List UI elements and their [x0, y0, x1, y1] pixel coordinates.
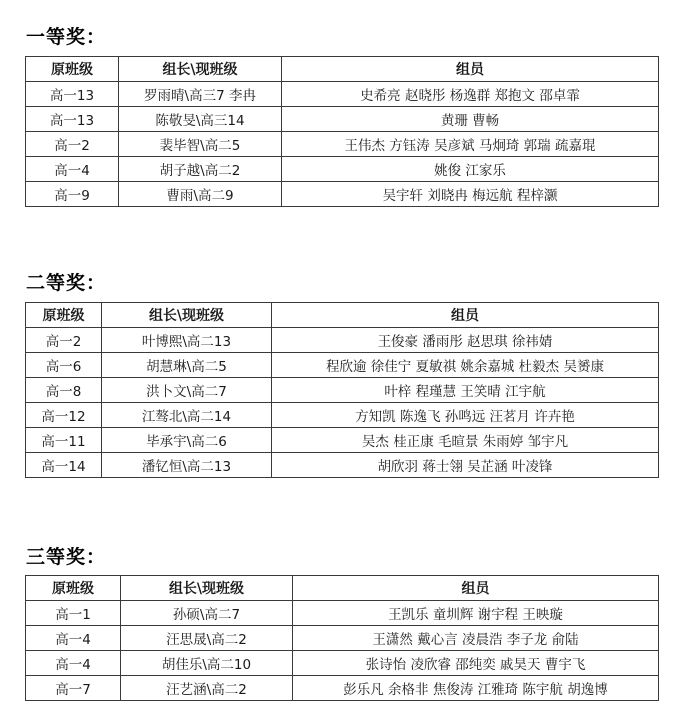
leader-cell: 洪卜文\高二7: [102, 378, 272, 403]
header-leader-current-class: 组长\现班级: [121, 576, 293, 601]
leader-cell: 汪艺涵\高二2: [121, 676, 293, 701]
table-row: [26, 328, 659, 353]
table-row: [26, 676, 659, 701]
original-class-cell: 高一14: [26, 453, 102, 478]
table-row: [26, 601, 659, 626]
original-class-cell: 高一13: [26, 82, 119, 107]
members-cell: 叶梓 程瑾慧 王笑晴 江宇航: [272, 378, 659, 403]
leader-cell: 江骜北\高二14: [102, 403, 272, 428]
original-class-cell: 高一9: [26, 182, 119, 207]
original-class-cell: 高一2: [26, 132, 119, 157]
members-cell: 王凯乐 童圳辉 谢宇程 王映璇: [293, 601, 659, 626]
table-row: [26, 378, 659, 403]
original-class-cell: 高一1: [26, 601, 121, 626]
table-row: [26, 651, 659, 676]
leader-cell: 裴毕智\高二5: [119, 132, 282, 157]
table-row: [26, 182, 659, 207]
members-cell: 方知凯 陈逸飞 孙鸣远 汪茗月 许卉艳: [272, 403, 659, 428]
original-class-cell: 高一4: [26, 626, 121, 651]
leader-cell: 潘钇恒\高二13: [102, 453, 272, 478]
table-row: [26, 82, 659, 107]
original-class-cell: 高一12: [26, 403, 102, 428]
header-original-class: 原班级: [26, 576, 121, 601]
leader-cell: 叶博熙\高二13: [102, 328, 272, 353]
table-row: [26, 107, 659, 132]
header-members: 组员: [272, 303, 659, 328]
header-leader-current-class: 组长\现班级: [119, 57, 282, 82]
members-cell: 史希亮 赵晓彤 杨逸群 郑抱文 邵卓霏: [282, 82, 659, 107]
third-prize-table: [25, 575, 659, 701]
members-cell: 王潇然 戴心言 凌晨浩 李子龙 俞陆: [293, 626, 659, 651]
members-cell: 彭乐凡 余格非 焦俊涛 江雅琦 陈宇航 胡逸博: [293, 676, 659, 701]
original-class-cell: 高一13: [26, 107, 119, 132]
members-cell: 黄珊 曹畅: [282, 107, 659, 132]
table-row: [26, 353, 659, 378]
third-prize-heading: 三等奖：: [26, 546, 107, 568]
members-cell: 姚俊 江家乐: [282, 157, 659, 182]
table-row: [26, 626, 659, 651]
table-row: [26, 453, 659, 478]
table-row: [26, 132, 659, 157]
table-row: [26, 428, 659, 453]
leader-cell: 曹雨\高二9: [119, 182, 282, 207]
leader-cell: 胡子越\高二2: [119, 157, 282, 182]
members-cell: 程欣逾 徐佳宁 夏敏祺 姚余嘉城 杜毅杰 吴赟康: [272, 353, 659, 378]
header-members: 组员: [293, 576, 659, 601]
original-class-cell: 高一7: [26, 676, 121, 701]
leader-cell: 陈敬旻\高三14: [119, 107, 282, 132]
first-prize-heading: 一等奖：: [26, 26, 107, 48]
original-class-cell: 高一11: [26, 428, 102, 453]
header-original-class: 原班级: [26, 303, 102, 328]
header-members: 组员: [282, 57, 659, 82]
original-class-cell: 高一2: [26, 328, 102, 353]
table-header-row: [26, 57, 659, 82]
second-prize-table: [25, 302, 659, 478]
original-class-cell: 高一8: [26, 378, 102, 403]
members-cell: 王俊豪 潘雨彤 赵思琪 徐祎婧: [272, 328, 659, 353]
header-original-class: 原班级: [26, 57, 119, 82]
leader-cell: 罗雨晴\高三7 李冉: [119, 82, 282, 107]
table-header-row: [26, 303, 659, 328]
original-class-cell: 高一6: [26, 353, 102, 378]
table-row: [26, 403, 659, 428]
second-prize-heading: 二等奖：: [26, 272, 107, 294]
members-cell: 吴宇轩 刘晓冉 梅远航 程梓灏: [282, 182, 659, 207]
original-class-cell: 高一4: [26, 651, 121, 676]
members-cell: 胡欣羽 蒋士翎 吴芷涵 叶凌锋: [272, 453, 659, 478]
leader-cell: 胡佳乐\高二10: [121, 651, 293, 676]
leader-cell: 胡慧琳\高二5: [102, 353, 272, 378]
leader-cell: 孙硕\高二7: [121, 601, 293, 626]
original-class-cell: 高一4: [26, 157, 119, 182]
table-header-row: [26, 576, 659, 601]
leader-cell: 汪思晟\高二2: [121, 626, 293, 651]
table-row: [26, 157, 659, 182]
members-cell: 张诗怡 凌欣睿 邵纯奕 戚昊天 曹宇飞: [293, 651, 659, 676]
members-cell: 吴杰 桂正康 毛暄景 朱雨婷 邹宇凡: [272, 428, 659, 453]
first-prize-table: [25, 56, 659, 207]
leader-cell: 毕承宇\高二6: [102, 428, 272, 453]
members-cell: 王伟杰 方钰涛 吴彦斌 马炯琦 郭瑞 疏嘉琨: [282, 132, 659, 157]
header-leader-current-class: 组长\现班级: [102, 303, 272, 328]
